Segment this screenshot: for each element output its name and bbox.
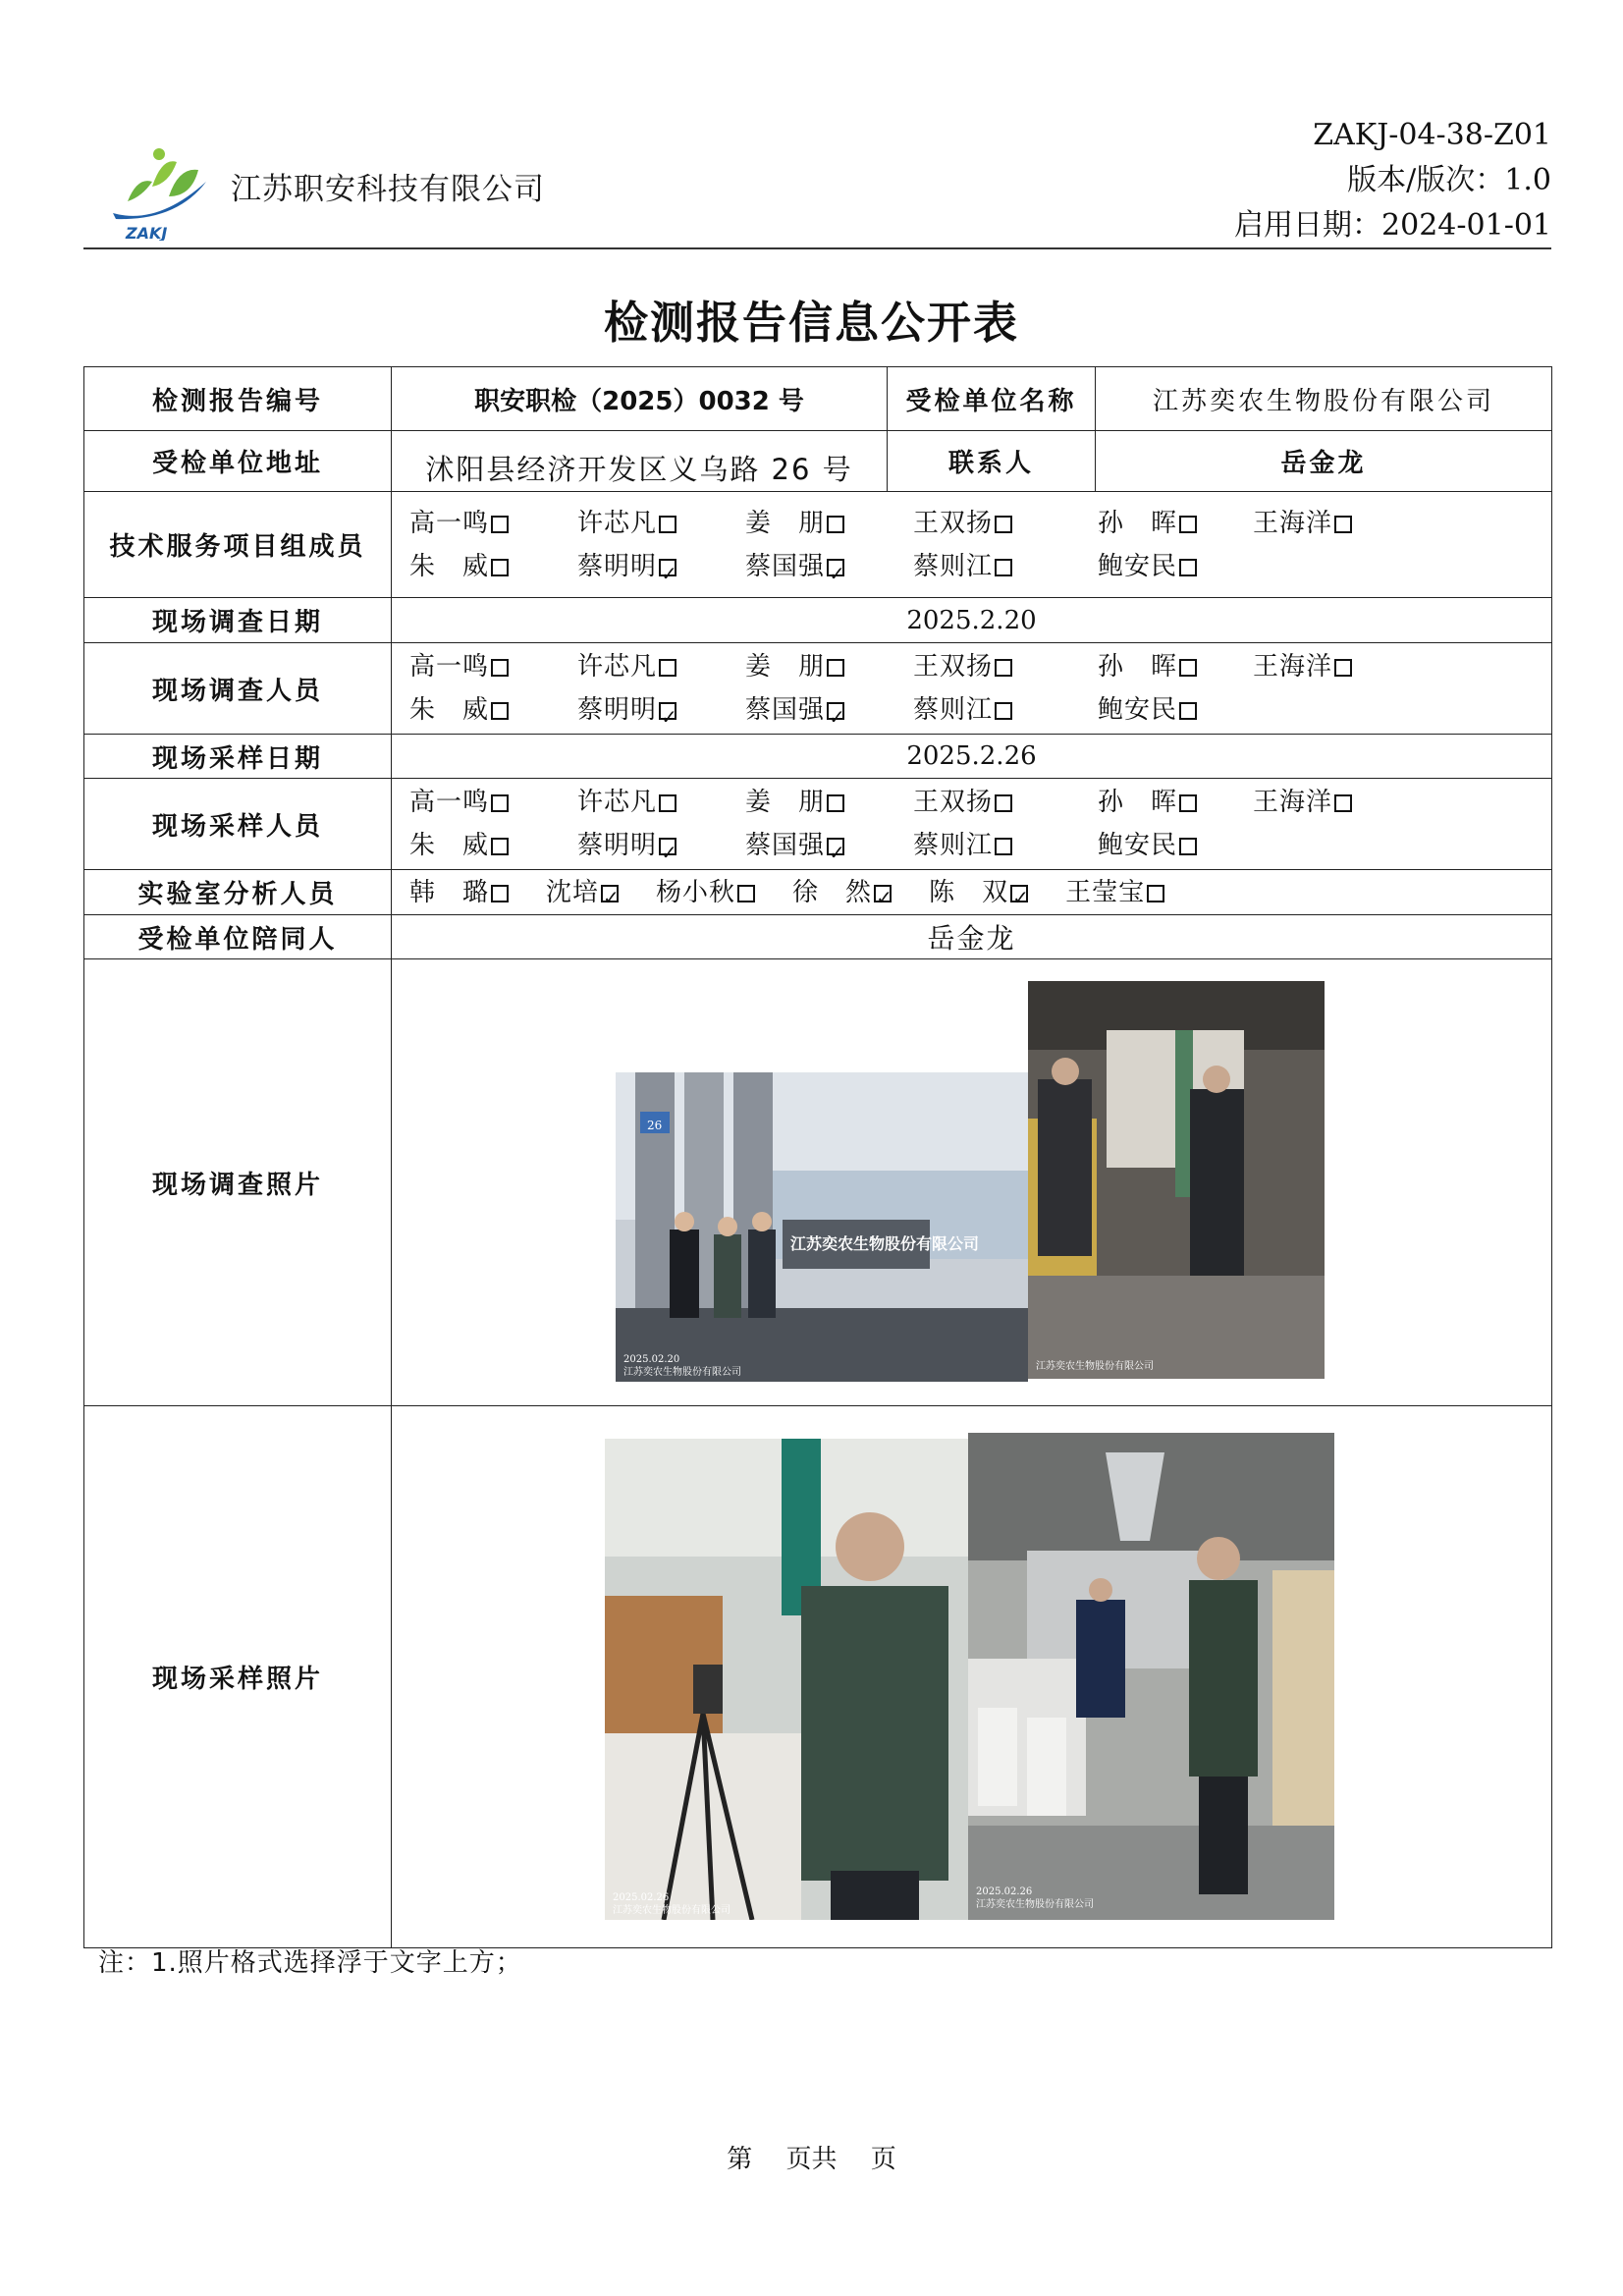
checked-checkbox[interactable] — [659, 702, 676, 720]
row-survey-photos — [84, 959, 1552, 1406]
svg-text:江苏奕农生物股份有限公司: 江苏奕农生物股份有限公司 — [976, 1899, 1094, 1910]
member-name: 孙 晖 — [1098, 508, 1178, 538]
member-entry — [1253, 781, 1421, 824]
lab-staff-label: 实验室分析人员 — [84, 870, 392, 915]
sampling-photo-tripod — [605, 1439, 968, 1920]
unchecked-checkbox[interactable] — [995, 659, 1012, 677]
contact-label: 联系人 — [888, 431, 1096, 492]
doc-version: 版本/版次：1.0 — [1347, 163, 1551, 197]
member-entry — [745, 781, 913, 824]
svg-text:2025.02.26: 2025.02.26 — [613, 1892, 670, 1903]
member-name: 高一鸣 — [409, 508, 490, 538]
member-name: 高一鸣 — [409, 652, 490, 682]
page-title: 检测报告信息公开表 — [603, 297, 1019, 349]
doc-effective-date: 启用日期：2024-01-01 — [1234, 208, 1551, 243]
page-footer: 第 页共 页 — [727, 2145, 896, 2174]
unchecked-checkbox[interactable] — [491, 794, 509, 812]
members-row — [409, 545, 1551, 588]
unchecked-checkbox[interactable] — [1334, 659, 1352, 677]
member-name: 姜 朋 — [745, 788, 826, 817]
row-escort — [84, 915, 1552, 959]
member-entry — [745, 545, 913, 588]
checked-checkbox[interactable] — [659, 838, 676, 855]
member-name: 许芯凡 — [577, 652, 658, 682]
member-entry — [656, 873, 755, 912]
escort-value: 岳金龙 — [392, 915, 1552, 959]
survey-photo-workshop — [1028, 981, 1325, 1379]
member-name: 王双扬 — [913, 508, 994, 538]
row-survey-date — [84, 598, 1552, 643]
header-divider — [83, 247, 1551, 249]
member-entry — [913, 781, 1098, 824]
member-entry — [929, 873, 1028, 912]
member-entry — [409, 502, 577, 545]
lab-members-row — [409, 873, 1551, 912]
unchecked-checkbox[interactable] — [491, 885, 509, 902]
member-name: 王海洋 — [1253, 508, 1333, 538]
members-row — [409, 688, 1551, 732]
sampling-staff-members — [392, 779, 1552, 870]
team-members — [392, 492, 1552, 598]
member-name: 孙 晖 — [1098, 788, 1178, 817]
row-lab-staff — [84, 870, 1552, 915]
member-name: 王双扬 — [913, 788, 994, 817]
member-entry — [577, 781, 745, 824]
unchecked-checkbox[interactable] — [491, 838, 509, 855]
member-entry — [913, 545, 1098, 588]
company-logo — [108, 142, 216, 241]
sampling-photo-packing — [968, 1433, 1334, 1920]
member-entry — [913, 645, 1098, 688]
member-name: 蔡则江 — [913, 551, 994, 581]
member-entry — [1098, 688, 1253, 732]
unit-name-label: 受检单位名称 — [888, 367, 1096, 431]
unchecked-checkbox[interactable] — [1334, 516, 1352, 533]
member-entry — [1098, 545, 1253, 588]
unit-name-value: 江苏奕农生物股份有限公司 — [1096, 367, 1552, 431]
svg-text:ZAKJ: ZAKJ — [126, 224, 168, 241]
report-no-label: 检测报告编号 — [84, 367, 392, 431]
unchecked-checkbox[interactable] — [1334, 794, 1352, 812]
member-name: 孙 晖 — [1098, 652, 1178, 682]
survey-photos-label: 现场调查照片 — [84, 959, 392, 1406]
unchecked-checkbox[interactable] — [491, 659, 509, 677]
unchecked-checkbox[interactable] — [995, 516, 1012, 533]
sampling-photos-cell — [392, 1406, 1552, 1948]
member-name: 蔡国强 — [745, 831, 826, 860]
team-label: 技术服务项目组成员 — [84, 492, 392, 598]
member-name: 鲍安民 — [1098, 831, 1178, 860]
unchecked-checkbox[interactable] — [1179, 659, 1197, 677]
member-entry — [913, 502, 1098, 545]
member-entry — [913, 824, 1098, 867]
unchecked-checkbox[interactable] — [1179, 516, 1197, 533]
survey-date-value: 2025.2.20 — [392, 598, 1552, 643]
gate-sign-text: 江苏奕农生物股份有限公司 — [790, 1234, 980, 1253]
member-name: 朱 威 — [409, 695, 490, 725]
checked-checkbox[interactable] — [874, 885, 892, 902]
row-address — [84, 431, 1552, 492]
unchecked-checkbox[interactable] — [737, 885, 755, 902]
survey-date-label: 现场调查日期 — [84, 598, 392, 643]
address-label: 受检单位地址 — [84, 431, 392, 492]
unchecked-checkbox[interactable] — [659, 659, 676, 677]
member-entry — [1065, 873, 1164, 912]
member-name: 高一鸣 — [409, 788, 490, 817]
checked-checkbox[interactable] — [827, 702, 844, 720]
member-entry — [409, 824, 577, 867]
member-name: 姜 朋 — [745, 652, 826, 682]
document-meta — [1234, 113, 1551, 248]
member-entry — [577, 502, 745, 545]
member-name: 王海洋 — [1253, 788, 1333, 817]
sampling-photos-label: 现场采样照片 — [84, 1406, 392, 1948]
members-row — [409, 824, 1551, 867]
unchecked-checkbox[interactable] — [659, 794, 676, 812]
survey-staff-members — [392, 643, 1552, 735]
member-name: 王双扬 — [913, 652, 994, 682]
row-report-no — [84, 367, 1552, 431]
member-name: 蔡明明 — [577, 831, 658, 860]
doc-code: ZAKJ-04-38-Z01 — [1313, 118, 1551, 152]
page-header — [83, 113, 1551, 250]
member-entry — [577, 645, 745, 688]
member-entry — [409, 545, 577, 588]
member-entry — [409, 873, 509, 912]
row-sampling-date — [84, 735, 1552, 779]
member-entry — [577, 545, 745, 588]
members-row — [409, 502, 1551, 545]
member-entry — [1098, 781, 1253, 824]
member-entry — [577, 824, 745, 867]
unchecked-checkbox[interactable] — [995, 794, 1012, 812]
member-name: 蔡明明 — [577, 695, 658, 725]
sampling-date-value: 2025.2.26 — [392, 735, 1552, 779]
unchecked-checkbox[interactable] — [1179, 702, 1197, 720]
member-name: 蔡国强 — [745, 695, 826, 725]
member-entry — [745, 502, 913, 545]
member-name: 许芯凡 — [577, 508, 658, 538]
member-entry — [409, 688, 577, 732]
member-entry — [409, 781, 577, 824]
member-name: 杨小秋 — [656, 877, 736, 907]
sampling-date-label: 现场采样日期 — [84, 735, 392, 779]
member-entry — [745, 688, 913, 732]
sampling-staff-label: 现场采样人员 — [84, 779, 392, 870]
svg-text:江苏奕农生物股份有限公司: 江苏奕农生物股份有限公司 — [613, 1905, 730, 1916]
member-name: 蔡则江 — [913, 831, 994, 860]
svg-text:江苏奕农生物股份有限公司: 江苏奕农生物股份有限公司 — [623, 1367, 741, 1378]
row-team — [84, 492, 1552, 598]
member-name: 朱 威 — [409, 551, 490, 581]
checked-checkbox[interactable] — [601, 885, 619, 902]
member-entry — [792, 873, 892, 912]
member-entry — [1098, 824, 1253, 867]
member-entry — [1253, 502, 1421, 545]
member-entry — [1253, 645, 1421, 688]
members-row — [409, 781, 1551, 824]
member-entry — [1098, 645, 1253, 688]
svg-text:江苏奕农生物股份有限公司: 江苏奕农生物股份有限公司 — [1036, 1361, 1154, 1372]
row-survey-staff — [84, 643, 1552, 735]
unchecked-checkbox[interactable] — [491, 559, 509, 576]
member-name: 王莹宝 — [1065, 877, 1146, 907]
member-name: 蔡国强 — [745, 551, 826, 581]
member-entry — [546, 873, 619, 912]
member-name: 姜 朋 — [745, 508, 826, 538]
unchecked-checkbox[interactable] — [827, 794, 844, 812]
member-entry — [577, 688, 745, 732]
member-entry — [913, 688, 1098, 732]
unchecked-checkbox[interactable] — [827, 516, 844, 533]
member-name: 蔡则江 — [913, 695, 994, 725]
row-sampling-staff — [84, 779, 1552, 870]
svg-text:2025.02.26: 2025.02.26 — [976, 1886, 1033, 1897]
unchecked-checkbox[interactable] — [659, 516, 676, 533]
contact-value: 岳金龙 — [1096, 431, 1552, 492]
member-name: 蔡明明 — [577, 551, 658, 581]
checked-checkbox[interactable] — [827, 559, 844, 576]
member-name: 鲍安民 — [1098, 695, 1178, 725]
member-name: 鲍安民 — [1098, 551, 1178, 581]
company-name: 江苏职安科技有限公司 — [231, 172, 545, 207]
lab-staff-members — [392, 870, 1552, 915]
unchecked-checkbox[interactable] — [1147, 885, 1164, 902]
unchecked-checkbox[interactable] — [1179, 559, 1197, 576]
row-sampling-photos — [84, 1406, 1552, 1948]
unchecked-checkbox[interactable] — [491, 516, 509, 533]
unchecked-checkbox[interactable] — [1179, 794, 1197, 812]
footnote: 注：1.照片格式选择浮于文字上方； — [98, 1948, 522, 1978]
checked-checkbox[interactable] — [1010, 885, 1028, 902]
survey-photo-gate — [616, 1072, 1028, 1382]
escort-label: 受检单位陪同人 — [84, 915, 392, 959]
report-no-value: 职安职检（2025）0032 号 — [392, 367, 888, 431]
unchecked-checkbox[interactable] — [995, 702, 1012, 720]
checked-checkbox[interactable] — [827, 838, 844, 855]
address-value: 沭阳县经济开发区义乌路 26 号 — [392, 431, 888, 492]
report-table — [83, 366, 1552, 1948]
member-name: 许芯凡 — [577, 788, 658, 817]
member-entry — [745, 824, 913, 867]
svg-text:2025.02.20: 2025.02.20 — [623, 1354, 680, 1365]
unchecked-checkbox[interactable] — [1179, 838, 1197, 855]
member-entry — [745, 645, 913, 688]
member-entry — [409, 645, 577, 688]
member-name: 王海洋 — [1253, 652, 1333, 682]
member-entry — [1098, 502, 1253, 545]
checked-checkbox[interactable] — [659, 559, 676, 576]
road-sign-text: 26 — [647, 1119, 663, 1132]
survey-staff-label: 现场调查人员 — [84, 643, 392, 735]
member-name: 沈培 — [546, 877, 600, 907]
member-name: 徐 然 — [792, 877, 873, 907]
members-row — [409, 645, 1551, 688]
member-name: 朱 威 — [409, 831, 490, 860]
member-name: 韩 璐 — [409, 877, 490, 907]
survey-photos-cell — [392, 959, 1552, 1406]
unchecked-checkbox[interactable] — [995, 838, 1012, 855]
unchecked-checkbox[interactable] — [995, 559, 1012, 576]
unchecked-checkbox[interactable] — [491, 702, 509, 720]
unchecked-checkbox[interactable] — [827, 659, 844, 677]
member-name: 陈 双 — [929, 877, 1009, 907]
